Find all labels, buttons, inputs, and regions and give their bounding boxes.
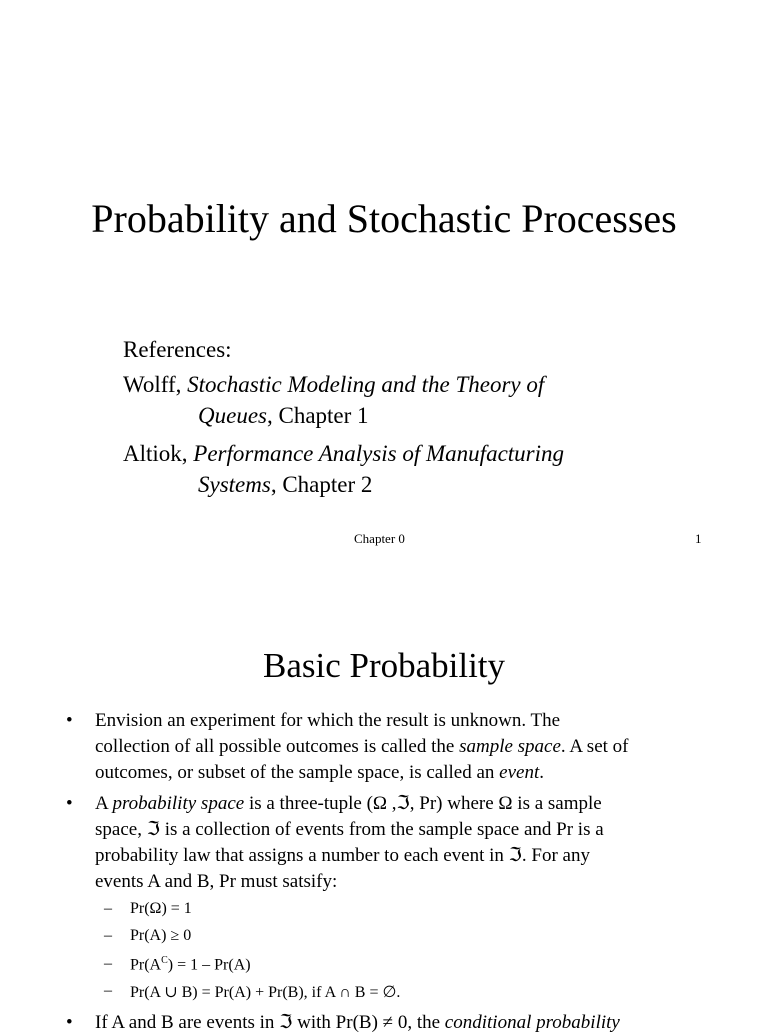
bullet-2-marker: • bbox=[66, 793, 73, 814]
bullet-3-line-1 bbox=[95, 1010, 620, 1036]
bullet-2-line-1-b: is a three-tuple (Ω ,ℑ, Pr) where Ω is a sample bbox=[244, 793, 602, 814]
bullet-1-line-3 bbox=[95, 760, 544, 786]
slide1-title bbox=[0, 192, 768, 246]
sub-item-1: Pr(Ω) = 1 bbox=[130, 900, 192, 917]
slide1-footer-chapter: Chapter 0 bbox=[354, 531, 405, 546]
sub-item-3-b: ) = 1 – Pr(A) bbox=[167, 956, 251, 974]
reference-1-line-2 bbox=[198, 400, 369, 431]
term-conditional-probability: conditional probability bbox=[444, 1012, 620, 1033]
bullet-1-line-2 bbox=[95, 734, 628, 760]
reference-1-title-a: Stochastic Modeling and the Theory of bbox=[187, 372, 545, 397]
bullet-1-line-1: Envision an experiment for which the result is unknown. The bbox=[95, 710, 561, 731]
complement-superscript: C bbox=[161, 955, 168, 966]
reference-1-title-b: Queues bbox=[198, 403, 267, 428]
term-sample-space: sample space bbox=[459, 736, 561, 757]
bullet-1-line-3-b: . bbox=[539, 762, 544, 783]
sub-item-3-dash: – bbox=[104, 955, 112, 972]
bullet-2-line-3: probability law that assigns a number to each event in ℑ. For any bbox=[95, 845, 590, 866]
sub-item-1-dash: – bbox=[104, 900, 112, 917]
bullet-1-marker: • bbox=[66, 710, 73, 731]
reference-1-suffix: , Chapter 1 bbox=[266, 403, 369, 428]
reference-1-line-1 bbox=[123, 369, 544, 400]
sub-item-2-dash: – bbox=[104, 927, 112, 944]
slide1-page-number: 1 bbox=[695, 531, 702, 546]
bullet-1-line-2-b: . A set of bbox=[560, 736, 629, 757]
slide1-title-text: Probability and Stochastic Processes bbox=[91, 196, 677, 241]
bullet-2-line-1-a: A bbox=[95, 793, 113, 814]
bullet-2-line-1 bbox=[95, 791, 602, 817]
sub-item-3-a: Pr(A bbox=[130, 956, 162, 974]
reference-2-suffix: , Chapter 2 bbox=[270, 472, 373, 497]
bullet-1-line-2-a: collection of all possible outcomes is called the bbox=[95, 736, 460, 757]
reference-2-author: Altiok, bbox=[123, 441, 188, 466]
reference-1-author: Wolff, bbox=[123, 372, 182, 397]
bullet-1-line-3-a: outcomes, or subset of the sample space, is called an bbox=[95, 762, 500, 783]
sub-item-4-dash: – bbox=[104, 982, 112, 999]
sub-item-2: Pr(A) ≥ 0 bbox=[130, 927, 192, 944]
references-heading: References: bbox=[123, 337, 232, 362]
sub-item-4: Pr(A ∪ B) = Pr(A) + Pr(B), if A ∩ B = ∅. bbox=[130, 984, 401, 1001]
reference-2-line-1 bbox=[123, 438, 564, 469]
bullet-3-marker: • bbox=[66, 1012, 73, 1033]
reference-2-title-b: Systems bbox=[198, 472, 271, 497]
slide2-title: Basic Probability bbox=[262, 646, 506, 685]
reference-2-line-2 bbox=[198, 469, 372, 500]
bullet-2-line-4: events A and B, Pr must satsify: bbox=[95, 871, 338, 892]
bullet-2-line-2: space, ℑ is a collection of events from the sample space and Pr is a bbox=[95, 819, 604, 840]
bullet-3-line-1-a: If A and B are events in ℑ with Pr(B) ≠ 0, the bbox=[95, 1012, 445, 1033]
term-probability-space: probability space bbox=[112, 793, 245, 814]
term-event: event bbox=[499, 762, 540, 783]
reference-2-title-a: Performance Analysis of Manufacturing bbox=[193, 441, 565, 466]
sub-item-3 bbox=[130, 955, 251, 974]
